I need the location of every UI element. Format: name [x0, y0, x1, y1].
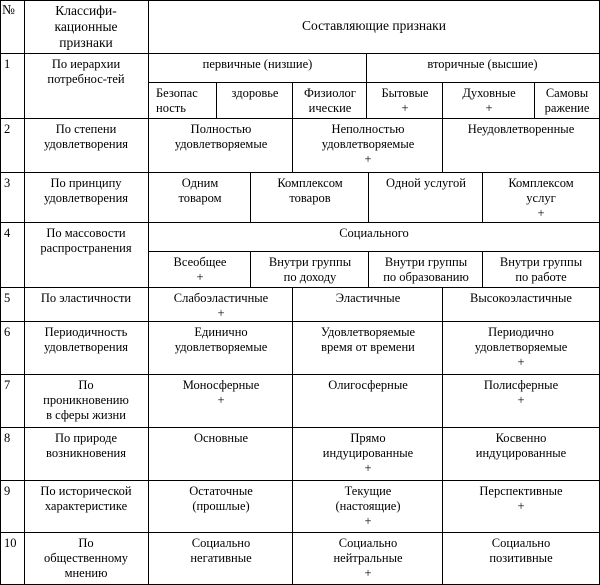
group-label: Социального: [339, 226, 409, 240]
table-cell: Слабоэластичные +: [173, 291, 269, 320]
table-cell: Социально нейтральные +: [333, 536, 403, 580]
header-criteria: Классифи- кационные признаки: [54, 3, 118, 50]
table-cell: Высокоэластичные: [470, 291, 572, 305]
table-rule: [442, 287, 443, 585]
table-cell: Единично удовлетворяемые: [174, 325, 268, 354]
row-criterion: Периодичность удовлетворения: [43, 325, 129, 354]
row-number: 10: [4, 536, 17, 550]
row-criterion: По эластичности: [40, 291, 132, 305]
row-number: 2: [4, 122, 11, 136]
table-cell: Внутри группы по работе: [499, 255, 583, 284]
table-rule: [0, 118, 600, 119]
row-number: 1: [4, 57, 11, 71]
row-criterion: По принципу удовлетворения: [43, 176, 129, 205]
row-criterion: По степени удовлетворения: [43, 122, 129, 151]
table-cell: Основные: [193, 431, 249, 445]
table-cell: Неудовлетворенные: [467, 122, 575, 136]
table-cell: Текущие (настоящие) +: [335, 484, 401, 528]
table-cell: Моносферные +: [182, 378, 260, 407]
row-criterion: По проникновению в сферы жизни: [43, 378, 129, 422]
row-number: 9: [4, 484, 11, 498]
row-criterion: По иерархии потребнос-тей: [47, 57, 125, 86]
table-cell: Одним товаром: [178, 176, 222, 205]
row-number: 5: [4, 291, 11, 305]
table-cell: Эластичные: [335, 291, 401, 305]
table-rule: [442, 118, 443, 173]
row-number: 4: [4, 226, 11, 240]
table-rule: [442, 82, 443, 119]
table-rule: [0, 0, 600, 1]
table-cell: Периодично удовлетворяемые +: [474, 325, 568, 369]
row-criterion: По природе возникновения: [46, 431, 126, 460]
table-cell: Внутри группы по доходу: [268, 255, 352, 284]
table-rule: [250, 251, 251, 288]
table-cell: Неполностью удовлетворяемые +: [321, 122, 415, 166]
table-cell: Косвенно индуцированные: [475, 431, 567, 460]
table-cell: Бытовые +: [381, 86, 429, 115]
table-rule: [0, 222, 600, 223]
row-criterion: По исторической характеристике: [40, 484, 132, 513]
table-rule: [0, 321, 600, 322]
row-number: 7: [4, 378, 11, 392]
table-cell: Полностью удовлетворяемые: [174, 122, 268, 151]
table-rule: [250, 172, 251, 223]
table-rule: [0, 53, 600, 54]
table-cell: Перспективные +: [479, 484, 563, 513]
table-rule: [0, 0, 1, 585]
table-rule: [292, 118, 293, 173]
row-number: 8: [4, 431, 11, 445]
table-rule: [0, 480, 600, 481]
table-rule: [292, 287, 293, 585]
table-rule: [216, 82, 217, 119]
table-rule: [148, 0, 149, 585]
header-components: Составляющие признаки: [302, 18, 446, 33]
row-criterion: По массовости распространения: [40, 226, 132, 255]
table-rule: [148, 251, 600, 252]
table-cell: здоровье: [231, 86, 279, 100]
table-rule: [0, 427, 600, 428]
table-rule: [482, 251, 483, 288]
table-cell: Физиолог ические: [304, 86, 356, 115]
table-cell: Комплексом товаров: [277, 176, 343, 205]
table-rule: [0, 374, 600, 375]
table-rule: [368, 251, 369, 288]
table-cell: Духовные +: [462, 86, 516, 115]
table-cell: Самовы ражение: [544, 86, 590, 115]
table-cell: Безопас ность: [156, 86, 198, 115]
table-rule: [0, 532, 600, 533]
table-cell: Олигосферные: [328, 378, 408, 392]
table-cell: Остаточные (прошлые): [189, 484, 253, 513]
table-cell: Комплексом услуг +: [508, 176, 574, 220]
group-label: вторичные (высшие): [427, 57, 538, 71]
table-cell: Одной услугой: [385, 176, 467, 190]
row-criterion: По общественному мнению: [43, 536, 129, 580]
table-rule: [24, 0, 25, 585]
group-label: первичные (низшие): [202, 57, 313, 71]
table-rule: [368, 172, 369, 223]
header-number: №: [2, 2, 15, 17]
table-rule: [0, 172, 600, 173]
table-rule: [0, 287, 600, 288]
row-number: 3: [4, 176, 11, 190]
table-rule: [482, 172, 483, 223]
table-cell: Социально позитивные: [489, 536, 553, 565]
table-cell: Удовлетворяемые время от времени: [320, 325, 416, 354]
row-number: 6: [4, 325, 11, 339]
table-cell: Полисферные +: [483, 378, 559, 407]
table-rule: [534, 82, 535, 119]
table-cell: Социально негативные: [190, 536, 252, 565]
table-cell: Всеобщее +: [173, 255, 227, 284]
table-cell: Прямо индуцированные +: [322, 431, 414, 475]
table-rule: [292, 82, 293, 119]
table-cell: Внутри группы по образованию: [383, 255, 469, 284]
